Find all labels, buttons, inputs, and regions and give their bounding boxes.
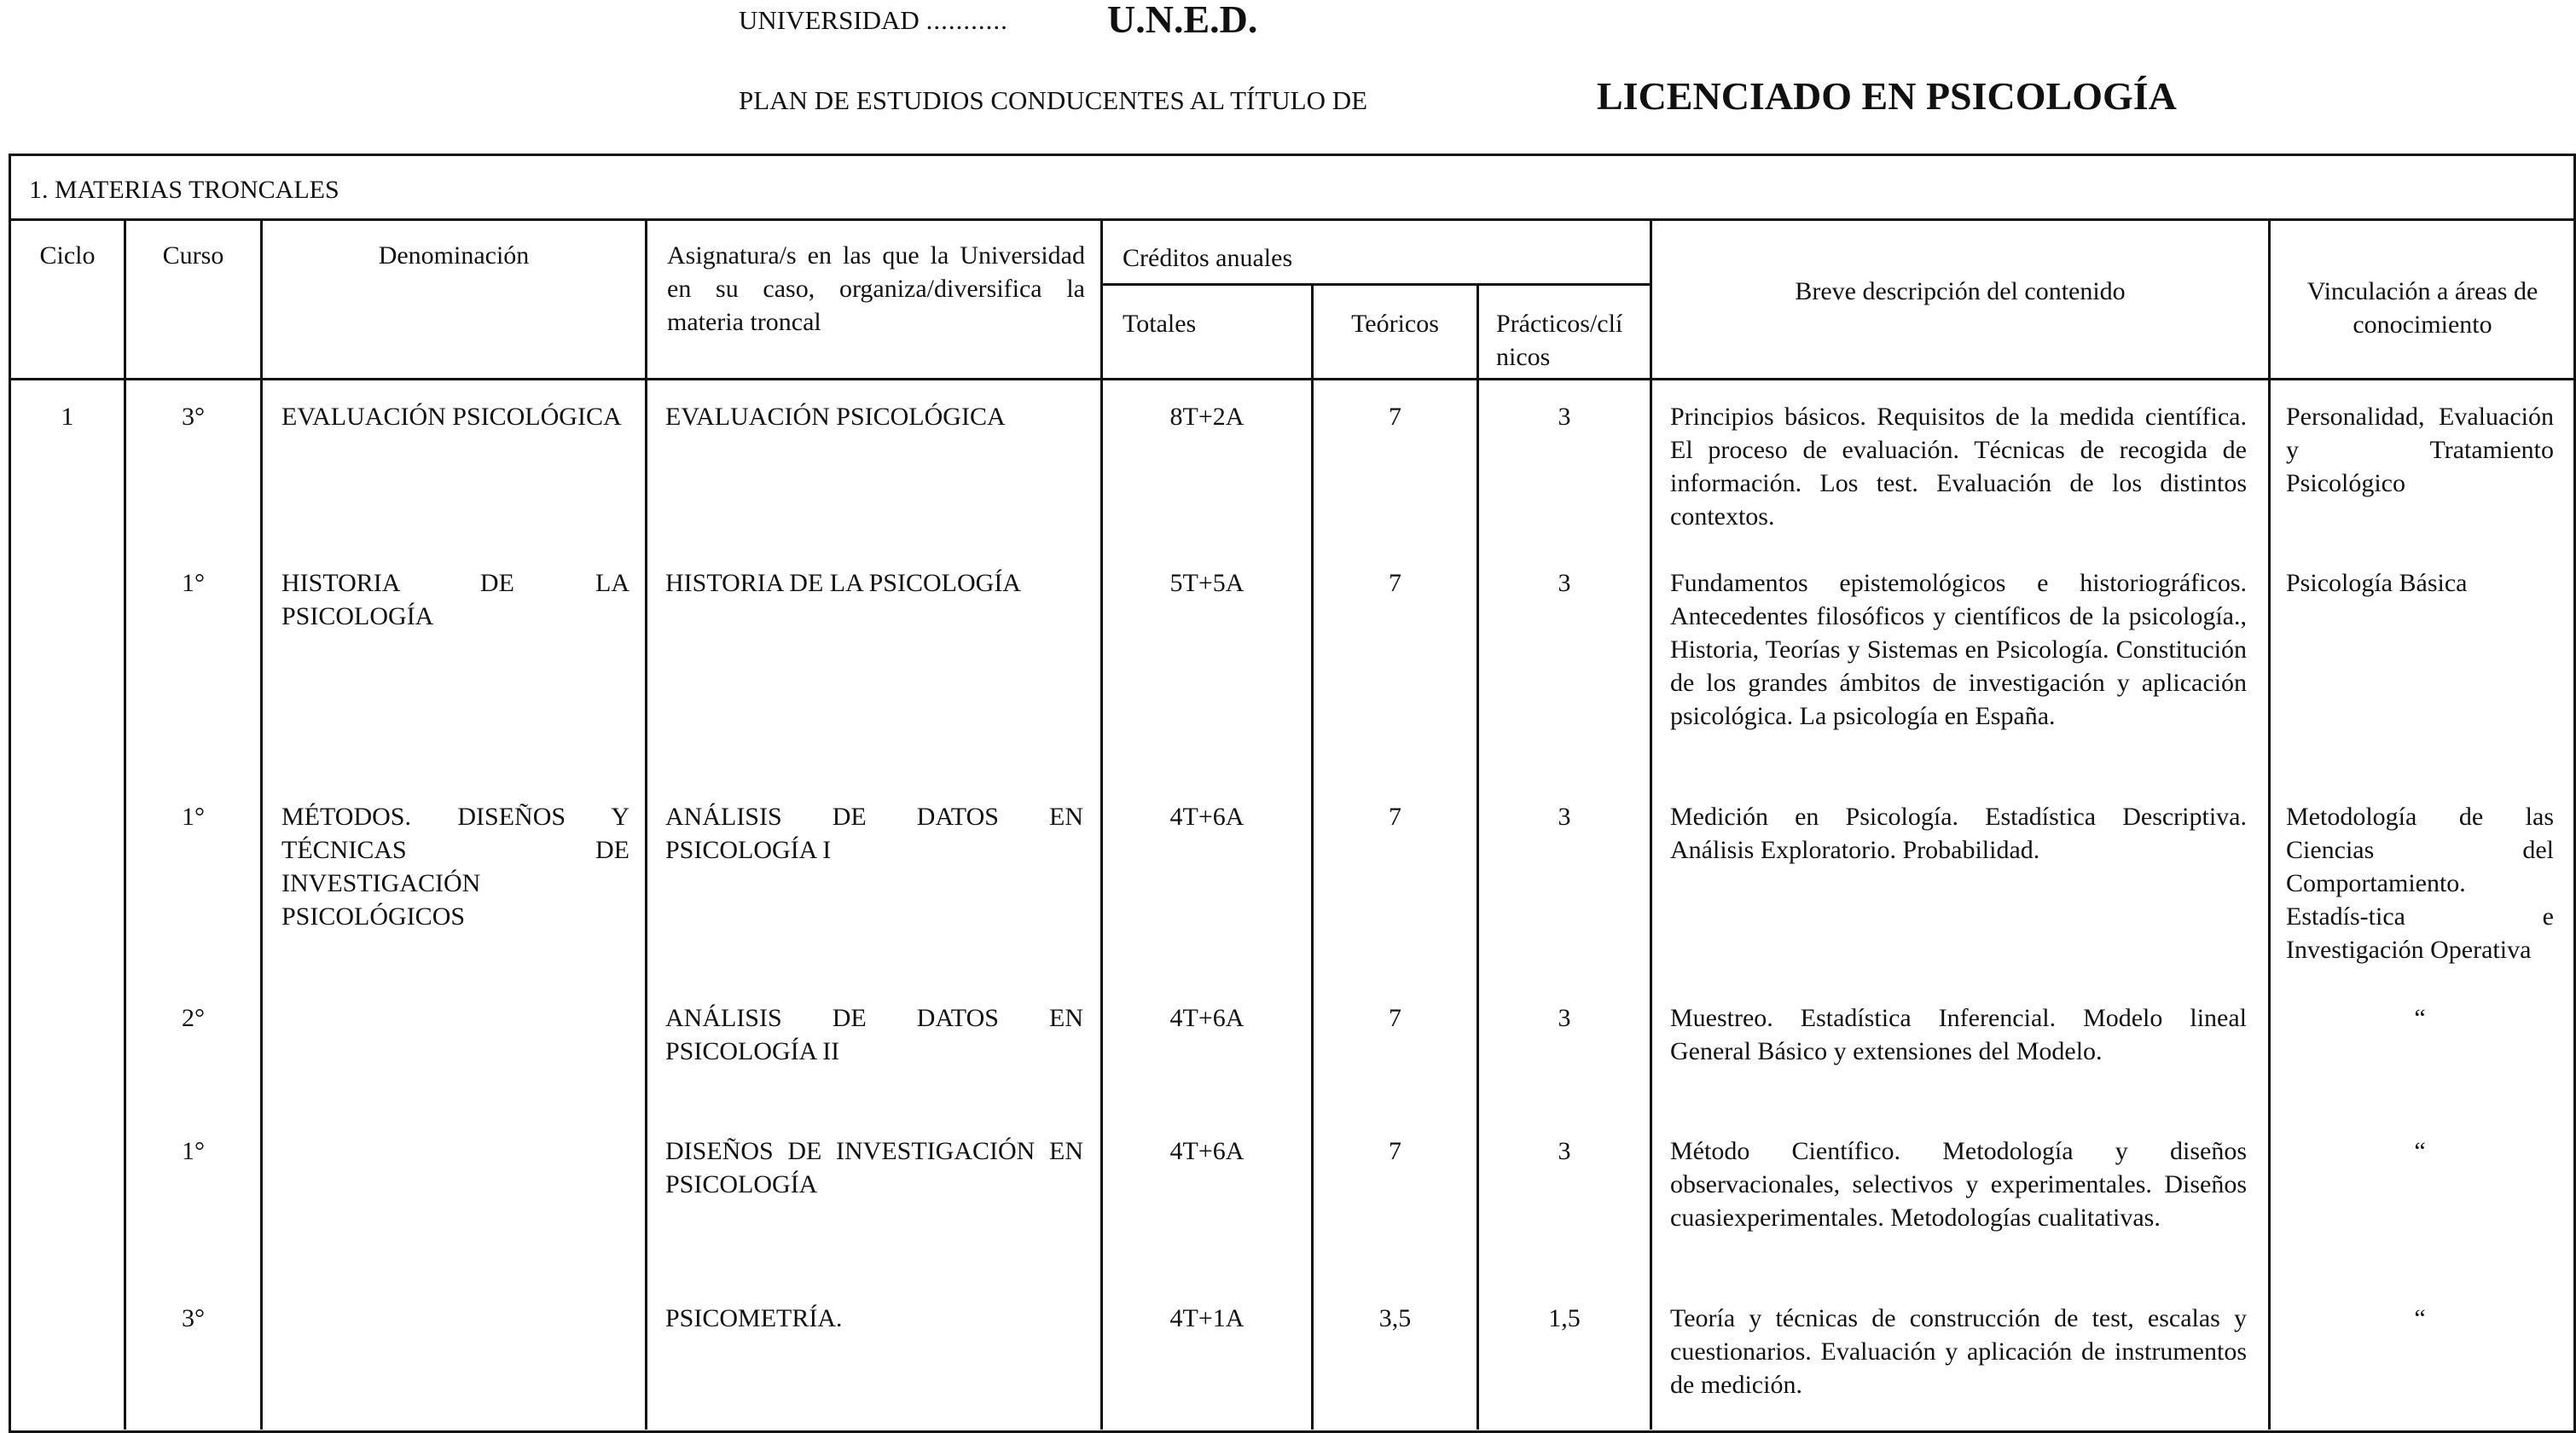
cell-practicos: 3: [1558, 569, 1571, 597]
cell-descripcion: Medición en Psicología. Estadística Descriptiva. Análisis Exploratorio. Probabilidad.: [1670, 803, 2247, 864]
col-header-curso: Curso: [162, 241, 224, 270]
col-header-teoricos: Teóricos: [1351, 310, 1439, 338]
cell-totales: 8T+2A: [1169, 403, 1244, 431]
col-rule: [1311, 283, 1314, 1430]
cell-totales: 4T+6A: [1169, 1004, 1244, 1032]
cell-descripcion: Muestreo. Estadística Inferencial. Modelo lineal General Básico y extensiones del Modelo.: [1670, 1004, 2247, 1065]
cell-asignatura: HISTORIA DE LA PSICOLOGÍA: [665, 569, 1021, 597]
cell-curso: 3°: [182, 403, 205, 431]
section-rule: [9, 218, 2576, 221]
cell-teoricos: 3,5: [1378, 1304, 1412, 1332]
col-header-creditos: Créditos anuales: [1123, 244, 1293, 272]
cell-ciclo: 1: [61, 403, 74, 431]
cell-descripcion: Teoría y técnicas de construcción de test, escalas y cuestionarios. Evaluación y aplicación de instrumentos de medición.: [1670, 1304, 2247, 1399]
cell-totales: 4T+6A: [1169, 803, 1244, 831]
cell-vinculacion: Metodología de las Ciencias del Comportamiento. Estadís-tica e Investigación Operativa: [2286, 803, 2554, 964]
university-dots: ...........: [925, 5, 1008, 35]
cell-denominacion: MÉTODOS. DISEÑOS Y TÉCNICAS DE INVESTIGACIÓN PSICOLÓGICOS: [281, 803, 629, 931]
col-rule: [260, 218, 263, 1430]
cell-asignatura: EVALUACIÓN PSICOLÓGICA: [665, 403, 1006, 431]
cell-practicos: 1,5: [1548, 1304, 1581, 1332]
cell-totales: 5T+5A: [1169, 569, 1244, 597]
cell-denominacion: HISTORIA DE LA PSICOLOGÍA: [281, 569, 629, 630]
cell-practicos: 3: [1558, 1137, 1571, 1165]
cell-vinculacion: Personalidad, Evaluación y Tratamiento Psicológico: [2286, 403, 2554, 497]
cell-curso: 1°: [182, 569, 205, 597]
cell-teoricos: 7: [1389, 403, 1401, 431]
cell-practicos: 3: [1558, 803, 1571, 831]
cell-asignatura: ANÁLISIS DE DATOS EN PSICOLOGÍA I: [665, 803, 1083, 864]
cell-descripcion: Método Científico. Metodología y diseños observacionales, selectivos y experimentales. Diseños cuasiexperimentales. Metodologías cualitativas.: [1670, 1137, 2247, 1232]
cell-teoricos: 7: [1389, 569, 1401, 597]
degree-title: LICENCIADO EN PSICOLOGÍA: [1597, 74, 2177, 118]
cell-totales: 4T+1A: [1169, 1304, 1244, 1332]
cell-descripcion: Fundamentos epistemológicos e historiográficos. Antecedentes filosóficos y científicos de la psicología., Historia, Teorías y Sistemas en Psicología. Constitución de los grandes ámbitos de investigación y aplicación psicológica. La psicología en España.: [1670, 569, 2247, 730]
cell-asignatura: ANÁLISIS DE DATOS EN PSICOLOGÍA II: [665, 1004, 1083, 1065]
col-header-totales: Totales: [1123, 310, 1197, 338]
cell-teoricos: 7: [1389, 1137, 1401, 1165]
cell-teoricos: 7: [1389, 1004, 1401, 1032]
col-header-asignaturas: Asignatura/s en las que la Universidad en su caso, organiza/diversifica la materia troncal: [667, 241, 1085, 336]
header-rule: [9, 378, 2576, 380]
section-title: 1. MATERIAS TRONCALES: [29, 176, 339, 204]
table-frame: [9, 154, 2576, 1433]
col-rule: [645, 218, 647, 1430]
col-rule: [1477, 283, 1479, 1430]
cell-vinculacion: “: [2414, 1137, 2426, 1165]
col-header-denominacion: Denominación: [378, 241, 530, 270]
university-name: U.N.E.D.: [1107, 0, 1258, 41]
cell-asignatura: DISEÑOS DE INVESTIGACIÓN EN PSICOLOGÍA: [665, 1137, 1083, 1198]
cell-denominacion: EVALUACIÓN PSICOLÓGICA: [281, 403, 622, 431]
university-label: UNIVERSIDAD ...........: [739, 5, 1008, 35]
cell-vinculacion: “: [2414, 1304, 2426, 1332]
col-header-practicos: Prácticos/clínicos: [1496, 310, 1623, 371]
col-header-descripcion: Breve descripción del contenido: [1795, 277, 2126, 305]
cell-asignatura: PSICOMETRÍA.: [665, 1304, 843, 1332]
plan-label: PLAN DE ESTUDIOS CONDUCENTES AL TÍTULO DE: [739, 85, 1368, 115]
credits-subrule: [1100, 283, 1650, 286]
cell-teoricos: 7: [1389, 803, 1401, 831]
cell-descripcion: Principios básicos. Requisitos de la medida científica. El proceso de evaluación. Técnicas de recogida de información. Los test. Evaluación de los distintos contextos.: [1670, 403, 2247, 531]
cell-curso: 3°: [182, 1304, 205, 1332]
cell-curso: 1°: [182, 1137, 205, 1165]
cell-practicos: 3: [1558, 1004, 1571, 1032]
cell-practicos: 3: [1558, 403, 1571, 431]
cell-vinculacion: “: [2414, 1004, 2426, 1032]
col-header-ciclo: Ciclo: [39, 241, 96, 270]
col-rule: [2268, 218, 2271, 1430]
col-header-vinculacion: Vinculación a áreas de conocimiento: [2306, 277, 2538, 339]
cell-curso: 2°: [182, 1004, 205, 1032]
cell-totales: 4T+6A: [1169, 1137, 1244, 1165]
cell-curso: 1°: [182, 803, 205, 831]
col-rule: [1650, 218, 1652, 1430]
cell-vinculacion: Psicología Básica: [2286, 569, 2468, 597]
